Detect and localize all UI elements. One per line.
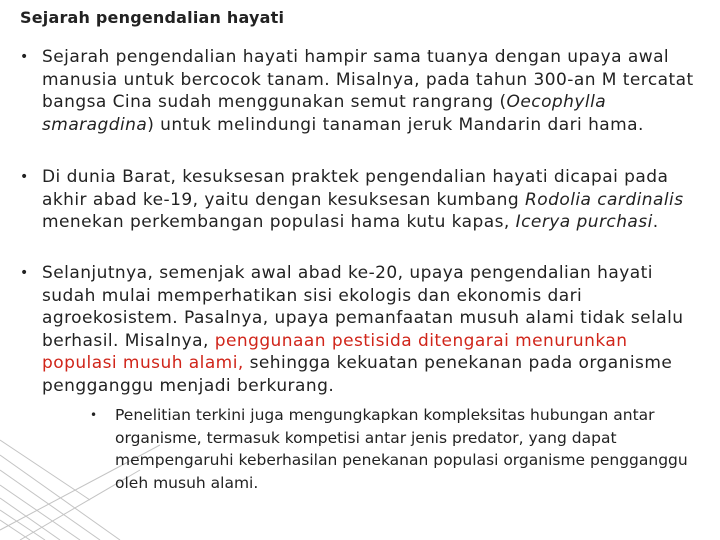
bullet-item-1 [20, 46, 700, 136]
bullet-text [42, 262, 700, 397]
text-run: . [652, 212, 659, 232]
bullet-marker: • [90, 408, 98, 422]
sub-bullet-text: Penelitian terkini juga mengungkapkan kompleksitas hubungan antar organisme, termasuk kompetisi antar jenis predator, yang dapat mempengaruhi keberhasilan penekanan populasi organisme pengganggu oleh musuh alami. [115, 406, 688, 492]
highlighted-text: penggunaan pestisida ditengarai menurunkan populasi musuh alami, [42, 330, 628, 373]
species-name: Icerya purchasi [515, 212, 653, 232]
bullet-marker: • [20, 49, 29, 65]
species-name: Oecophylla smaragdina [42, 92, 607, 135]
bullet-item-3 [20, 262, 700, 397]
bullet-marker: • [20, 265, 29, 281]
bullet-item-2 [20, 166, 700, 234]
text-run: Sejarah pengendalian hayati hampir sama tuanya dengan upaya awal manusia untuk bercocok tanam. Misalnya, pada tahun 300-an M tercatat bangsa Cina sudah menggunakan semut rangrang ( [42, 47, 694, 112]
text-run: sehingga kekuatan penekanan pada organisme pengganggu menjadi berkurang. [42, 353, 673, 396]
text-run: Di dunia Barat, kesuksesan praktek pengendalian hayati dicapai pada akhir abad ke-19, yaitu dengan kesuksesan kumbang [42, 167, 669, 210]
text-run: menekan perkembangan populasi hama kutu kapas, [42, 212, 516, 232]
page-title: Sejarah pengendalian hayati [20, 8, 285, 27]
bullet-text [42, 46, 700, 136]
text-run: ) untuk melindungi tanaman jeruk Mandarin dari hama. [147, 114, 644, 135]
text-run: Selanjutnya, semenjak awal abad ke-20, upaya pengendalian hayati sudah mulai memperhatikan sisi ekologis dan ekonomis dari agroekosistem. Pasalnya, upaya pemanfaatan musuh alami tidak selalu berhasil. Misalnya, [42, 263, 684, 351]
bullet-text [42, 166, 700, 234]
bullet-marker: • [20, 169, 29, 185]
species-name: Rodolia cardinalis [524, 189, 684, 210]
sub-bullet-item [90, 404, 720, 494]
